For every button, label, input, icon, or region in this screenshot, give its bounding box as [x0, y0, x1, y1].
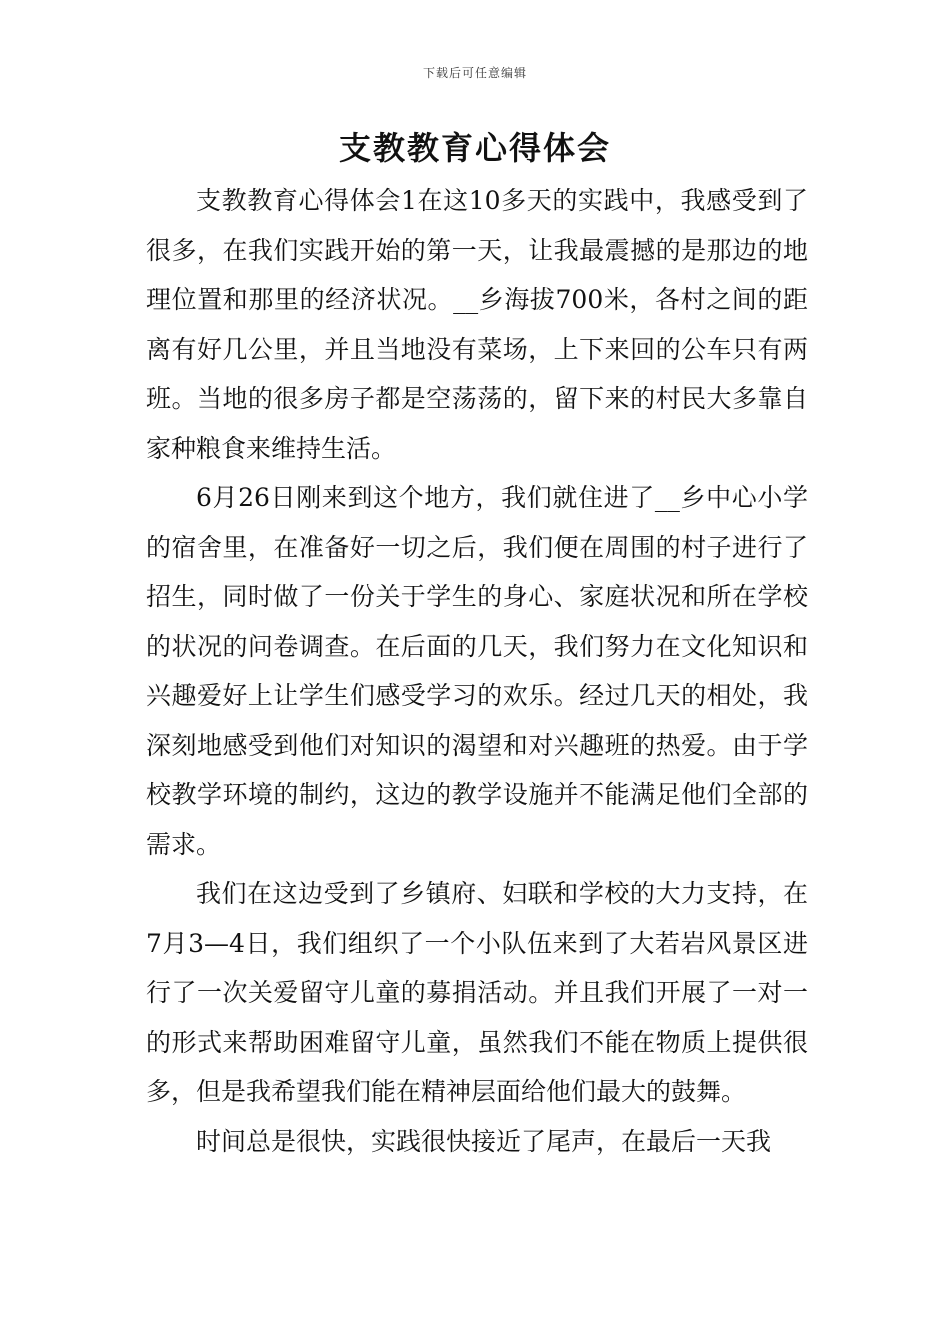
paragraph-3: 我们在这边受到了乡镇府、妇联和学校的大力支持，在7月3—4日，我们组织了一个小队伍来到了大若岩风景区进行了一次关爱留守儿童的募捐活动。并且我们开展了一对一的形式来帮助困难留守儿童，虽然我们不能在物质上提供很多，但是我希望我们能在精神层面给他们最大的鼓舞。: [146, 879, 808, 1106]
paragraph-1: 支教教育心得体会1在这10多天的实践中，我感受到了很多，在我们实践开始的第一天，让我最震撼的是那边的地理位置和那里的经济状况。__乡海拔700米，各村之间的距离有好几公里，并且当地没有菜场，上下来回的公车只有两班。当地的很多房子都是空荡荡的，留下来的村民大多靠自家种粮食来维持生活。: [146, 186, 808, 463]
paragraph-2: 6月26日刚来到这个地方，我们就住进了__乡中心小学的宿舍里，在准备好一切之后，我们便在周围的村子进行了招生，同时做了一份关于学生的身心、家庭状况和所在学校的状况的问卷调查。在后面的几天，我们努力在文化知识和兴趣爱好上让学生们感受学习的欢乐。经过几天的相处，我深刻地感受到他们对知识的渴望和对兴趣班的热爱。由于学校教学环境的制约，这边的教学设施并不能满足他们全部的需求。: [146, 483, 808, 859]
header-note: 下载后可任意编辑: [422, 66, 527, 80]
document-body: [146, 176, 808, 1166]
document-title: 支教教育心得体会: [338, 129, 611, 167]
paragraph-4: 时间总是很快，实践很快接近了尾声，在最后一天我: [196, 1126, 772, 1156]
